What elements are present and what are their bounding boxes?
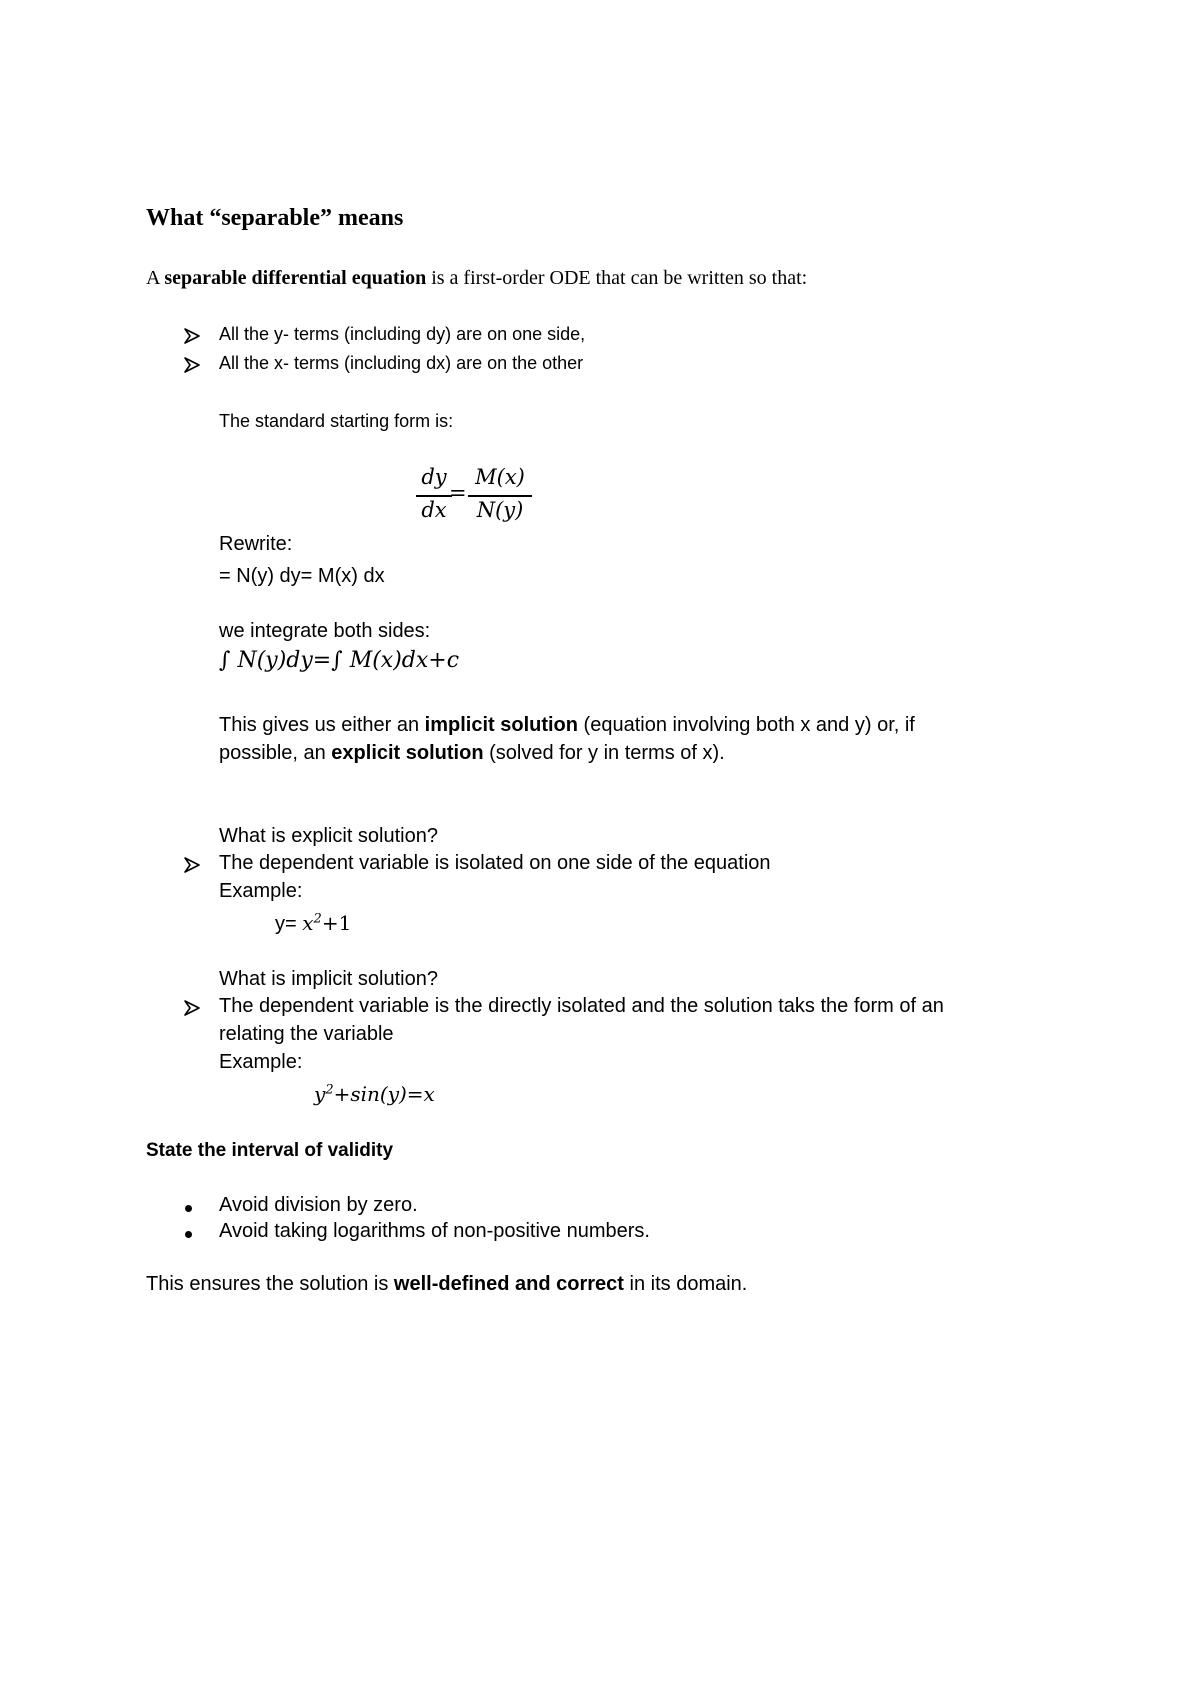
rhs-denominator: N(y) xyxy=(476,498,524,522)
explicit-definition: The dependent variable is isolated on one side of the equation xyxy=(219,852,771,874)
fraction-bar xyxy=(468,495,532,497)
closing-prefix: This ensures the solution is xyxy=(146,1273,394,1295)
implicit-example-base: y xyxy=(314,1082,326,1106)
implicit-example-rest: +sin(y)=x xyxy=(333,1082,435,1106)
intro-paragraph xyxy=(146,267,807,290)
page-title: What “separable” means xyxy=(146,205,404,231)
implicit-example-exponent: 2 xyxy=(325,1082,334,1098)
equals-sign: = xyxy=(449,481,467,505)
interval-heading: State the interval of validity xyxy=(146,1140,394,1161)
explicit-example-base: x xyxy=(302,911,314,935)
closing-suffix: in its domain. xyxy=(623,1273,748,1295)
rewrite-equation: = N(y) dy= M(x) dx xyxy=(219,565,385,587)
interval-item-logarithms: Avoid taking logarithms of non-positive numbers. xyxy=(219,1220,650,1242)
intro-suffix: is a first-order ODE that can be written so that: xyxy=(426,267,808,289)
integrate-label: we integrate both sides: xyxy=(219,620,431,642)
solution-paragraph-line2 xyxy=(219,742,725,765)
explicit-question: What is explicit solution? xyxy=(219,825,438,847)
arrow-bullet-icon xyxy=(183,327,201,345)
standard-form-lhs xyxy=(414,465,454,527)
solution-paragraph-line1 xyxy=(219,714,915,737)
implicit-solution-term: implicit solution xyxy=(424,714,578,736)
intro-prefix: A xyxy=(146,267,165,289)
explicit-example-label: Example: xyxy=(219,880,303,902)
lhs-denominator: dx xyxy=(421,498,447,522)
closing-paragraph xyxy=(146,1273,747,1296)
interval-item-division: Avoid division by zero. xyxy=(219,1194,418,1216)
list-item-y-terms: All the y- terms (including dy) are on one side, xyxy=(219,324,586,344)
rhs-numerator: M(x) xyxy=(475,465,525,489)
solution-text: (solved for y in terms of x). xyxy=(483,742,725,764)
arrow-bullet-icon xyxy=(183,999,201,1017)
closing-bold: well-defined and correct xyxy=(393,1273,624,1295)
explicit-example-rest: +1 xyxy=(321,911,352,935)
arrow-bullet-icon xyxy=(183,356,201,374)
explicit-example xyxy=(275,911,351,936)
bullet-dot-icon xyxy=(185,1231,192,1238)
rewrite-label: Rewrite: xyxy=(219,533,293,555)
implicit-definition-line1: The dependent variable is the directly isolated and the solution taks the form of an xyxy=(219,995,944,1017)
implicit-example xyxy=(314,1082,435,1106)
standard-form-rhs xyxy=(466,465,534,527)
intro-bold-term: separable differential equation xyxy=(164,267,427,289)
solution-text: possible, an xyxy=(219,742,332,764)
list-item-x-terms: All the x- terms (including dx) are on the other xyxy=(219,353,584,373)
standard-form-label: The standard starting form is: xyxy=(219,411,454,431)
integral-equation: ∫ N(y)dy=∫ M(x)dx+c xyxy=(219,648,460,673)
implicit-example-label: Example: xyxy=(219,1051,303,1073)
solution-text: (equation involving both x and y) or, if xyxy=(578,714,915,736)
explicit-example-exponent: 2 xyxy=(313,911,322,927)
explicit-example-prefix: y= xyxy=(275,913,303,935)
arrow-bullet-icon xyxy=(183,856,201,874)
explicit-solution-term: explicit solution xyxy=(331,742,484,764)
solution-text: This gives us either an xyxy=(219,714,425,736)
fraction-bar xyxy=(416,495,452,497)
implicit-definition-line2: relating the variable xyxy=(219,1023,394,1045)
lhs-numerator: dy xyxy=(421,465,447,489)
bullet-dot-icon xyxy=(185,1205,192,1212)
implicit-question: What is implicit solution? xyxy=(219,968,438,990)
